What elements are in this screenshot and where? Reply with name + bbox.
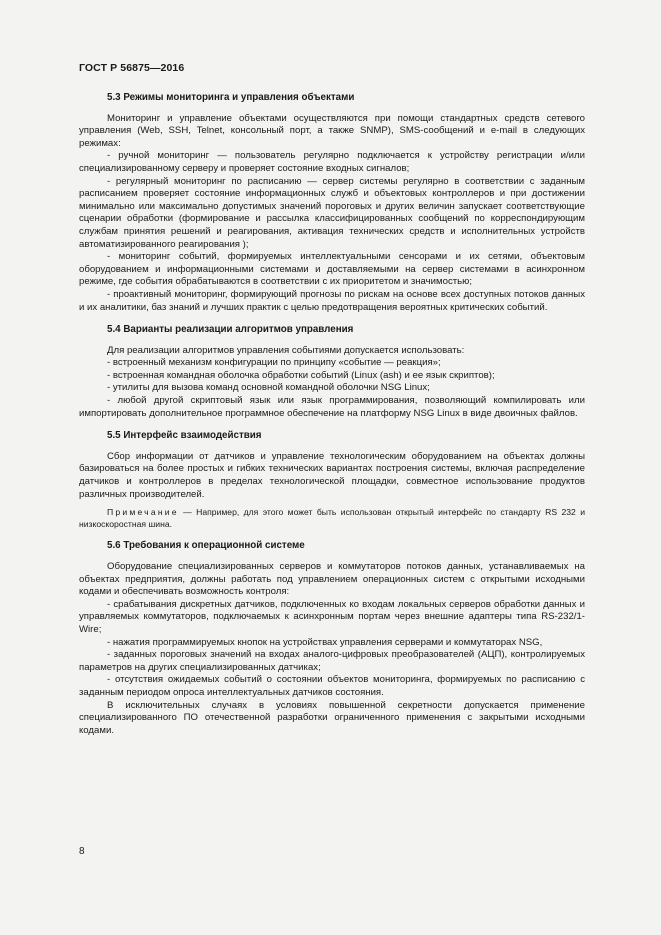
list-item: - проактивный мониторинг, формирующий прогнозы по рискам на основе всех доступных потоков данных и их аналитики, баз знаний и лучших практик с целью предотвращения вероятных критических событий. bbox=[79, 288, 585, 313]
section-5-5 bbox=[79, 430, 585, 530]
section-5-6 bbox=[79, 540, 585, 737]
list-item: - утилиты для вызова команд основной командной оболочки NSG Linux; bbox=[107, 382, 430, 394]
section-5-4 bbox=[79, 324, 585, 420]
paragraph: Для реализации алгоритмов управления событиями допускается использовать: bbox=[107, 344, 465, 356]
note bbox=[79, 507, 585, 530]
note-text: — Например, для этого может быть использован открытый интерфейс по стандарту RS 232 и низкоскоростная шина. bbox=[79, 507, 585, 529]
section-heading: 5.4 Варианты реализации алгоритмов управления bbox=[107, 324, 354, 336]
list-item: - встроенный механизм конфигурации по принципу «событие — реакция»; bbox=[107, 357, 441, 369]
list-item: - отсутствия ожидаемых событий о состоянии объектов мониторинга, формируемых по расписанию с заданным периодом опроса интеллектуальных датчиков состояния. bbox=[79, 674, 585, 698]
list-item: - заданных пороговых значений на входах аналого-цифровых преобразователей (АЦП), контролируемых параметров на других специализированных датчиках; bbox=[79, 649, 585, 673]
document-body bbox=[79, 92, 585, 737]
paragraph: В исключительных случаях в условиях повышенной секретности допускается применение специализированного ПО отечественной разработки ограниченного применения с закрытыми исходными кодами. bbox=[79, 699, 585, 736]
list-item: - регулярный мониторинг по расписанию — сервер системы регулярно в соответствии с заданным расписанием проверяет состояние информационных служб и объектовых контроллеров и при достижении минимально или максимально допустимых значений пороговых и других величин запускает соответствующие сценарии обработки (формирование и рассылка классифицированных сообщений по корреспондирующим службам принятия решений и реагирования, активация технических средств и исполнительных устройств автоматизированного реагирования ); bbox=[79, 175, 585, 250]
list-item: - нажатия программируемых кнопок на устройствах управления серверами и коммутаторах NSG, bbox=[107, 636, 543, 648]
note-label: Примечание bbox=[107, 507, 179, 518]
paragraph: Сбор информации от датчиков и управление технологическим оборудованием на объектах должны базироваться на более простых и гибких технических вариантах построения системы, включая распределение датчиков и контроллеров в пределах технологической площадки, совместное использование продуктов различных производителей. bbox=[79, 450, 585, 500]
page-number: 8 bbox=[79, 846, 85, 857]
paragraph: Мониторинг и управление объектами осуществляются при помощи стандартных средств сетевого управления (Web, SSH, Telnet, консольный порт, а также SNMP), SMS-сообщений и e-mail в следующих режимах: bbox=[79, 112, 585, 149]
list-item: - встроенная командная оболочка обработки событий (Linux (ash) и ее язык скриптов); bbox=[107, 369, 495, 381]
list-item: - ручной мониторинг — пользователь регулярно подключается к устройству регистрации и/или специализированному серверу и проверяет состояние входных сигналов; bbox=[79, 150, 585, 174]
list-item: - любой другой скриптовый язык или язык программирования, позволяющий компилировать или импортировать дополнительное программное обеспечение на платформу NSG Linux в виде двоичных файлов. bbox=[79, 395, 585, 419]
section-heading: 5.6 Требования к операционной системе bbox=[107, 540, 305, 552]
section-heading: 5.3 Режимы мониторинга и управления объектами bbox=[107, 92, 355, 103]
list-item: - срабатывания дискретных датчиков, подключенных ко входам локальных серверов обработки данных и управляемых коммутаторов, подключаемых к асинхронным портам через внешние адаптеры типа RS-232/1-Wire; bbox=[79, 598, 585, 635]
section-heading: 5.5 Интерфейс взаимодействия bbox=[107, 430, 262, 442]
section-5-3 bbox=[79, 92, 585, 314]
paragraph: Оборудование специализированных серверов и коммутаторов потоков данных, устанавливаемых на объектах предприятия, должны работать под управлением операционных систем с открытыми исходными кодами и обеспечивать возможность контроля: bbox=[79, 561, 585, 598]
list-item: - мониторинг событий, формируемых интеллектуальными сенсорами и их сетями, объектовым оборудованием и информационными системами и доставляемыми на сервер системами в асинхронном режиме, где события обрабатываются в соответствии с их приоритетом и значимостью; bbox=[79, 251, 585, 288]
standard-header: ГОСТ Р 56875—2016 bbox=[79, 62, 185, 74]
